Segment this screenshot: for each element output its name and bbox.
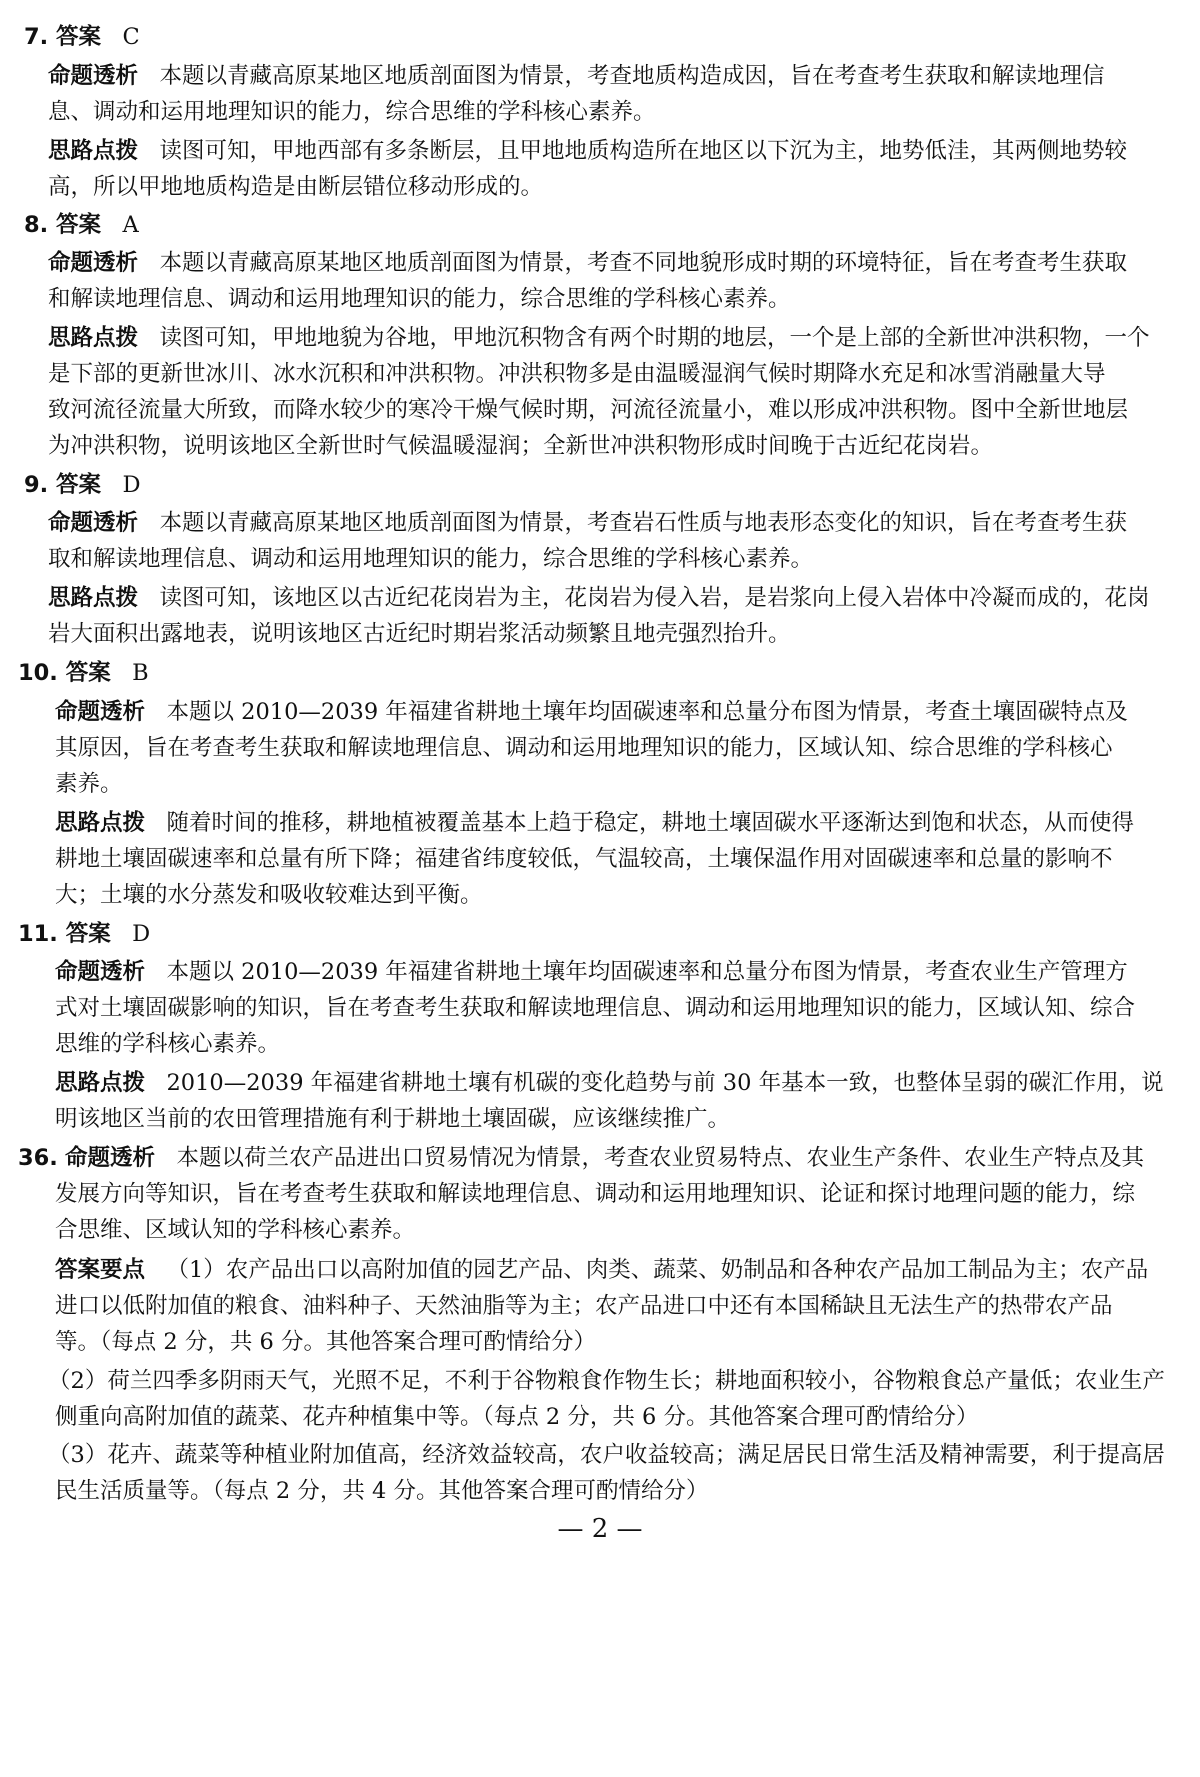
q36-analysis-line-1: 36. 命题透析 本题以荷兰农产品进出口贸易情况为情景，考查农业贸易特点、农业生产条件、农业生产特点及其 (18, 1145, 1145, 1171)
q11-answer-line (18, 919, 150, 949)
q10-analysis-line-3: 素养。 (55, 771, 123, 797)
q10-answer-line (18, 658, 149, 688)
q11-answer: D (132, 921, 151, 947)
q8-analysis-label: 命题透析 (48, 250, 139, 276)
q8-hint-line-4: 为冲洪积物，说明该地区全新世时气候温暖湿润；全新世冲洪积物形成时间晚于古近纪花岗岩。 (48, 433, 994, 459)
q10-hint-line-3: 大；土壤的水分蒸发和吸收较难达到平衡。 (55, 882, 483, 908)
q9-analysis-line-1: 命题透析 本题以青藏高原某地区地质剖面图为情景，考查岩石性质与地表形态变化的知识，旨在考查考生获 (48, 510, 1127, 536)
q11-hint-label: 思路点拨 (55, 1070, 146, 1096)
q10-analysis-label: 命题透析 (55, 699, 146, 725)
q9-hint-line-2: 岩大面积出露地表，说明该地区古近纪时期岩浆活动频繁且地壳强烈抬升。 (48, 621, 791, 647)
q11-number: 11. 答案 (18, 921, 111, 947)
q8-hint-line-3: 致河流径流量大所致，而降水较少的寒冷干燥气候时期，河流径流量小，难以形成冲洪积物。图中全新世地层 (48, 397, 1129, 423)
q10-number: 10. 答案 (18, 660, 111, 686)
q11-analysis-line-3: 思维的学科核心素养。 (55, 1031, 281, 1057)
q11-analysis-line-1: 命题透析 本题以 2010—2039 年福建省耕地土壤年均固碳速率和总量分布图为情景，考查农业生产管理方 (55, 959, 1128, 985)
q9-answer: D (122, 472, 141, 498)
q9-hint-line-1: 思路点拨 读图可知，该地区以古近纪花岗岩为主，花岗岩为侵入岩，是岩浆向上侵入岩体中冷凝而成的，花岗 (48, 585, 1150, 611)
q10-analysis-line-1: 命题透析 本题以 2010—2039 年福建省耕地土壤年均固碳速率和总量分布图为情景，考查土壤固碳特点及 (55, 699, 1128, 725)
q11-hint-line-1: 思路点拨 2010—2039 年福建省耕地土壤有机碳的变化趋势与前 30 年基本一致，也整体呈弱的碳汇作用，说 (55, 1070, 1164, 1096)
q8-number: 8. 答案 (24, 212, 102, 238)
q11-analysis-line-2: 式对土壤固碳影响的知识，旨在考查考生获取和解读地理信息、调动和运用地理知识的能力，区域认知、综合 (55, 995, 1136, 1021)
q7-answer: C (122, 24, 140, 50)
q11-hint-line-2: 明该地区当前的农田管理措施有利于耕地土壤固碳，应该继续推广。 (55, 1106, 731, 1132)
q10-hint-line-1: 思路点拨 随着时间的推移，耕地植被覆盖基本上趋于稳定，耕地土壤固碳水平逐渐达到饱和状态，从而使得 (55, 810, 1134, 836)
q8-analysis-line-1: 命题透析 本题以青藏高原某地区地质剖面图为情景，考查不同地貌形成时期的环境特征，旨在考查考生获取 (48, 250, 1127, 276)
q7-answer-line (24, 22, 140, 52)
q36-part3-line-2: 民生活质量等。（每点 2 分，共 4 分。其他答案合理可酌情给分） (55, 1478, 709, 1504)
q10-answer: B (132, 660, 149, 686)
q10-hint-line-2: 耕地土壤固碳速率和总量有所下降；福建省纬度较低，气温较高，土壤保温作用对固碳速率和总量的影响不 (55, 846, 1113, 872)
q36-part1-line-3: 等。（每点 2 分，共 6 分。其他答案合理可酌情给分） (55, 1329, 596, 1355)
q9-answer-line (24, 470, 141, 500)
q9-number: 9. 答案 (24, 472, 102, 498)
q7-hint-line-2: 高，所以甲地地质构造是由断层错位移动形成的。 (48, 174, 544, 200)
q7-hint-line-1: 思路点拨 读图可知，甲地西部有多条断层，且甲地地质构造所在地区以下沉为主，地势低洼，其两侧地势较 (48, 138, 1127, 164)
q10-analysis-line-2: 其原因，旨在考查考生获取和解读地理信息、调动和运用地理知识的能力，区域认知、综合思维的学科核心 (55, 735, 1113, 761)
q10-hint-label: 思路点拨 (55, 810, 146, 836)
q36-analysis-label: 命题透析 (65, 1145, 156, 1171)
q7-analysis-label: 命题透析 (48, 63, 139, 89)
q8-analysis-line-2: 和解读地理信息、调动和运用地理知识的能力，综合思维的学科核心素养。 (48, 286, 791, 312)
q36-number: 36. (18, 1145, 58, 1171)
q8-hint-line-2: 是下部的更新世冰川、冰水沉积和冲洪积物。冲洪积物多是由温暖湿润气候时期降水充足和冰雪消融量大导 (48, 361, 1106, 387)
q36-part2-line-1: （2）荷兰四季多阴雨天气，光照不足，不利于谷物粮食作物生长；耕地面积较小，谷物粮食总产量低；农业生产 (48, 1368, 1165, 1394)
q11-analysis-label: 命题透析 (55, 959, 146, 985)
q8-answer: A (122, 212, 139, 238)
q7-hint-label: 思路点拨 (48, 138, 139, 164)
q36-part1-line-1: 答案要点 （1）农产品出口以高附加值的园艺产品、肉类、蔬菜、奶制品和各种农产品加工制品为主；农产品 (55, 1257, 1149, 1283)
q9-analysis-line-2: 取和解读地理信息、调动和运用地理知识的能力，综合思维的学科核心素养。 (48, 546, 814, 572)
q7-analysis-line-1: 命题透析 本题以青藏高原某地区地质剖面图为情景，考查地质构造成因，旨在考查考生获取和解读地理信 (48, 63, 1105, 89)
q36-key-label: 答案要点 (55, 1257, 146, 1283)
q8-hint-label: 思路点拨 (48, 325, 139, 351)
q7-number: 7. 答案 (24, 24, 102, 50)
q36-part1-line-2: 进口以低附加值的粮食、油料种子、天然油脂等为主；农产品进口中还有本国稀缺且无法生产的热带农产品 (55, 1293, 1113, 1319)
q8-hint-line-1: 思路点拨 读图可知，甲地地貌为谷地，甲地沉积物含有两个时期的地层，一个是上部的全新世冲洪积物，一个 (48, 325, 1150, 351)
q9-analysis-label: 命题透析 (48, 510, 139, 536)
q36-analysis-line-2: 发展方向等知识，旨在考查考生获取和解读地理信息、调动和运用地理知识、论证和探讨地理问题的能力，综 (55, 1181, 1136, 1207)
q9-hint-label: 思路点拨 (48, 585, 139, 611)
q36-part2-line-2: 侧重向高附加值的蔬菜、花卉种植集中等。（每点 2 分，共 6 分。其他答案合理可酌情给分） (55, 1404, 979, 1430)
page-number: — 2 — (557, 1514, 643, 1544)
q36-part3-line-1: （3）花卉、蔬菜等种植业附加值高，经济效益较高，农户收益较高；满足居民日常生活及精神需要，利于提高居 (48, 1442, 1165, 1468)
q8-answer-line (24, 210, 139, 240)
q36-analysis-line-3: 合思维、区域认知的学科核心素养。 (55, 1217, 416, 1243)
q7-analysis-line-2: 息、调动和运用地理知识的能力，综合思维的学科核心素养。 (48, 99, 656, 125)
